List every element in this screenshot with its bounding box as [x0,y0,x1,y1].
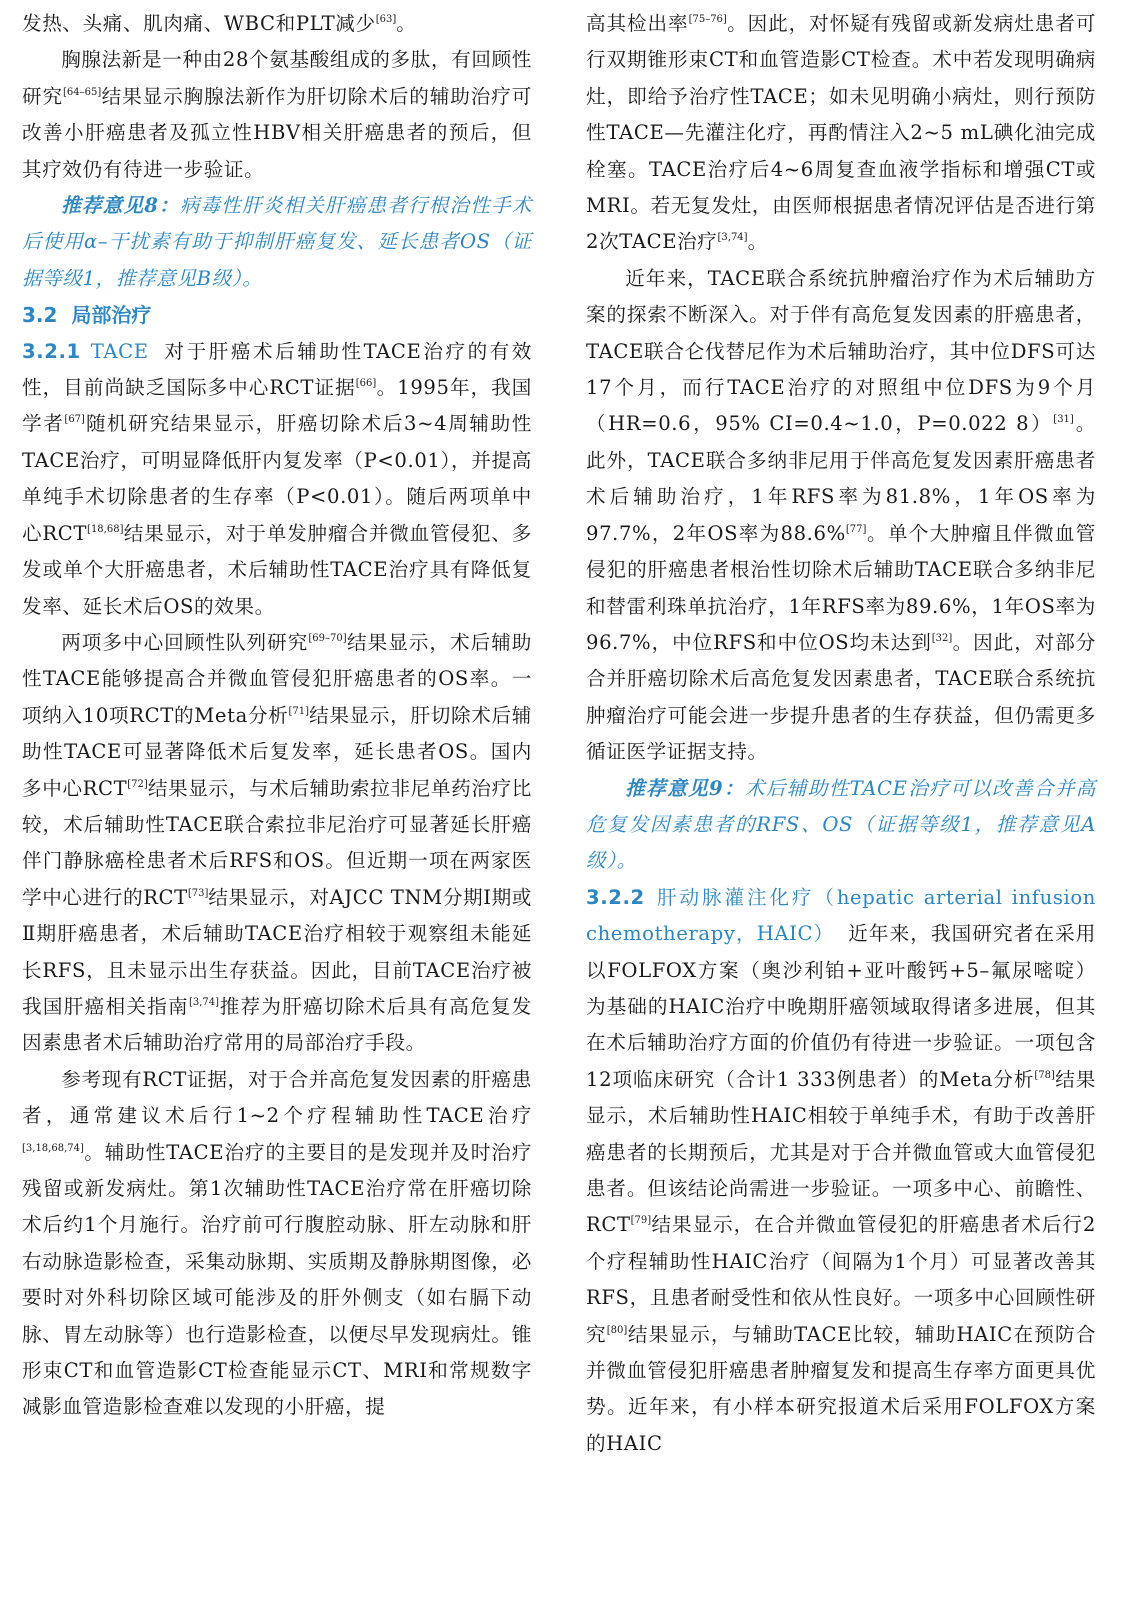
citation: [78] [1034,1069,1055,1081]
subsection-title: 肝动脉灌注化疗（hepatic arterial infusion chemotherapy，HAIC） [586,885,1096,946]
citation: [73] [187,887,209,899]
citation: [80] [606,1324,628,1336]
citation: [66] [355,378,377,390]
citation: [63] [375,14,397,25]
recommendation-label: 推荐意见8： [61,194,180,218]
right-column [586,6,1096,1462]
subsection-title: TACE [90,339,149,363]
citation: [3,18,68,74] [22,1142,84,1154]
citation: [72] [127,778,148,790]
paragraph: 3.2.1 TACE 对于肝癌术后辅助性TACE治疗的有效性，目前尚缺乏国际多中心RCT证据[66]。1995年，我国学者[67]随机研究结果显示，肝癌切除术后3~4周辅助性TACE治疗，可明显降低肝内复发率（P<0.01），并提高单纯手术切除患者的生存率（P<0.01）。随后两项单中心RCT[18,68]结果显示，对于单发肿瘤合并微血管侵犯、多发或单个大肝癌患者，术后辅助性TACE治疗具有降低复发率、延长术后OS的效果。 [22,339,533,618]
paragraph: 近年来，TACE联合系统抗肿瘤治疗作为术后辅助方案的探索不断深入。对于伴有高危复发因素的肝癌患者，TACE联合仑伐替尼作为术后辅助治疗，其中位DFS可达17个月，而行TACE治疗的对照组中位DFS为9个月（HR=0.6，95% CI=0.4~1.0，P=0.022 8）[31]。此外，TACE联合多纳非尼用于伴高危复发因素肝癌患者术后辅助治疗，1年RFS率为81.8%，1年OS率为97.7%，2年OS率为88.6%[77]。单个大肿瘤且伴微血管侵犯的肝癌患者根治性切除术后辅助TACE联合多纳非尼和替雷利珠单抗治疗，1年RFS率为89.6%，1年OS率为96.7%，中位RFS和中位OS均未达到[32]。因此，对部分合并肝癌切除术后高危复发因素患者，TACE联合系统抗肿瘤治疗可能会进一步提升患者的生存获益，但仍需更多循证医学证据支持。 [586,266,1096,764]
paragraph: 高其检出率[75–76]。因此，对怀疑有残留或新发病灶患者可行双期锥形束CT和血管造影CT检查。术中若发现明确病灶，即给予治疗性TACE；如未见明确小病灶，则行预防性TACE—先灌注化疗，再酌情注入2~5 mL碘化油完成栓塞。TACE治疗后4~6周复查血液学指标和增强CT或MRI。若无复发灶，由医师根据患者情况评估是否进行第2次TACE治疗[3,74]。 [586,12,1097,254]
citation: [3,74] [717,232,748,244]
citation: [31] [1053,414,1074,426]
citation: [69–70] [308,632,347,644]
paragraph: 参考现有RCT证据，对于合并高危复发因素的肝癌患者，通常建议术后行1~2个疗程辅助性TACE治疗[3,18,68,74]。辅助性TACE治疗的主要目的是发现并及时治疗残留或新发病灶。第1次辅助性TACE治疗常在肝癌切除术后约1个月施行。治疗前可行腹腔动脉、肝左动脉和肝右动脉造影检查，采集动脉期、实质期及静脉期图像，必要时对外科切除区域可能涉及的肝外侧支（如右膈下动脉、胃左动脉等）也行造影检查，以便尽早发现病灶。锥形束CT和血管造影CT检查能显示CT、MRI和常规数字减影血管造影检查难以发现的小肝癌，提 [22,1067,532,1419]
recommendation-9: 推荐意见9：术后辅助性TACE治疗可以改善合并高危复发因素患者的RFS、OS（证据等级1，推荐意见A级）。 [586,776,1096,873]
left-column [22,6,532,1426]
citation: [79] [630,1215,652,1227]
paragraph: 3.2.2 肝动脉灌注化疗（hepatic arterial infusion chemotherapy，HAIC） 近年来，我国研究者在采用以FOLFOX方案（奥沙利铂+亚叶酸钙+5–氟尿嘧啶）为基础的HAIC治疗中晚期肝癌领域取得诸多进展，但其在术后辅助治疗方面的价值仍有待进一步验证。一项包含12项临床研究（合计1 333例患者）的Meta分析[78]结果显示，术后辅助性HAIC相较于单纯手术，有助于改善肝癌患者的长期预后，尤其是对于合并微血管或大血管侵犯患者。但该结论尚需进一步验证。一项多中心、前瞻性、RCT[79]结果显示，在合并微血管侵犯的肝癌患者术后行2个疗程辅助性HAIC治疗（间隔为1个月）可显著改善其RFS，且患者耐受性和依从性良好。一项多中心回顾性研究[80]结果显示，与辅助TACE比较，辅助HAIC在预防合并微血管侵犯肝癌患者肿瘤复发和提高生存率方面更具优势。近年来，有小样本研究报道术后采用FOLFOX方案的HAIC [586,885,1096,1455]
subsection-number: 3.2.1 [22,339,81,363]
citation: [75–76] [688,14,727,25]
subsection-number: 3.2.2 [586,885,645,909]
paragraph: 胸腺法新是一种由28个氨基酸组成的多肽，有回顾性研究[64–65]结果显示胸腺法新作为肝切除术后的辅助治疗可改善小肝癌患者及孤立性HBV相关肝癌患者的预后，但其疗效仍有待进一步验证。 [22,48,532,181]
citation: [32] [931,632,953,644]
paragraph: 两项多中心回顾性队列研究[69–70]结果显示，术后辅助性TACE能够提高合并微血管侵犯肝癌患者的OS率。一项纳入10项RCT的Meta分析[71]结果显示，肝切除术后辅助性TACE可显著降低术后复发率，延长患者OS。国内多中心RCT[72]结果显示，与术后辅助索拉非尼单药治疗比较，术后辅助性TACE联合索拉非尼治疗可显著延长肝癌伴门静脉癌栓患者术后RFS和OS。但近期一项在两家医学中心进行的RCT[73]结果显示，对AJCC TNM分期Ⅰ期或Ⅱ期肝癌患者，术后辅助TACE治疗相较于观察组未能延长RFS，且未显示出生存获益。因此，目前TACE治疗被我国肝癌相关指南[3,74]推荐为肝癌切除术后具有高危复发因素患者术后辅助治疗常用的局部治疗手段。 [22,630,532,1055]
citation: [3,74] [188,996,220,1008]
citation: [64–65] [63,86,102,98]
citation: [71] [288,705,310,717]
recommendation-label: 推荐意见9： [625,776,745,800]
recommendation-8: 推荐意见8：病毒性肝炎相关肝癌患者行根治性手术后使用α–干扰素有助于抑制肝癌复发、延长患者OS（证据等级1，推荐意见B级）。 [22,194,532,290]
citation: [67] [64,414,85,426]
citation: [77] [845,523,867,535]
citation: [18,68] [87,523,124,535]
paragraph: 发热、头痛、肌肉痛、WBC和PLT减少[63]。 [22,12,417,35]
section-heading: 3.2 局部治疗 [22,303,152,328]
